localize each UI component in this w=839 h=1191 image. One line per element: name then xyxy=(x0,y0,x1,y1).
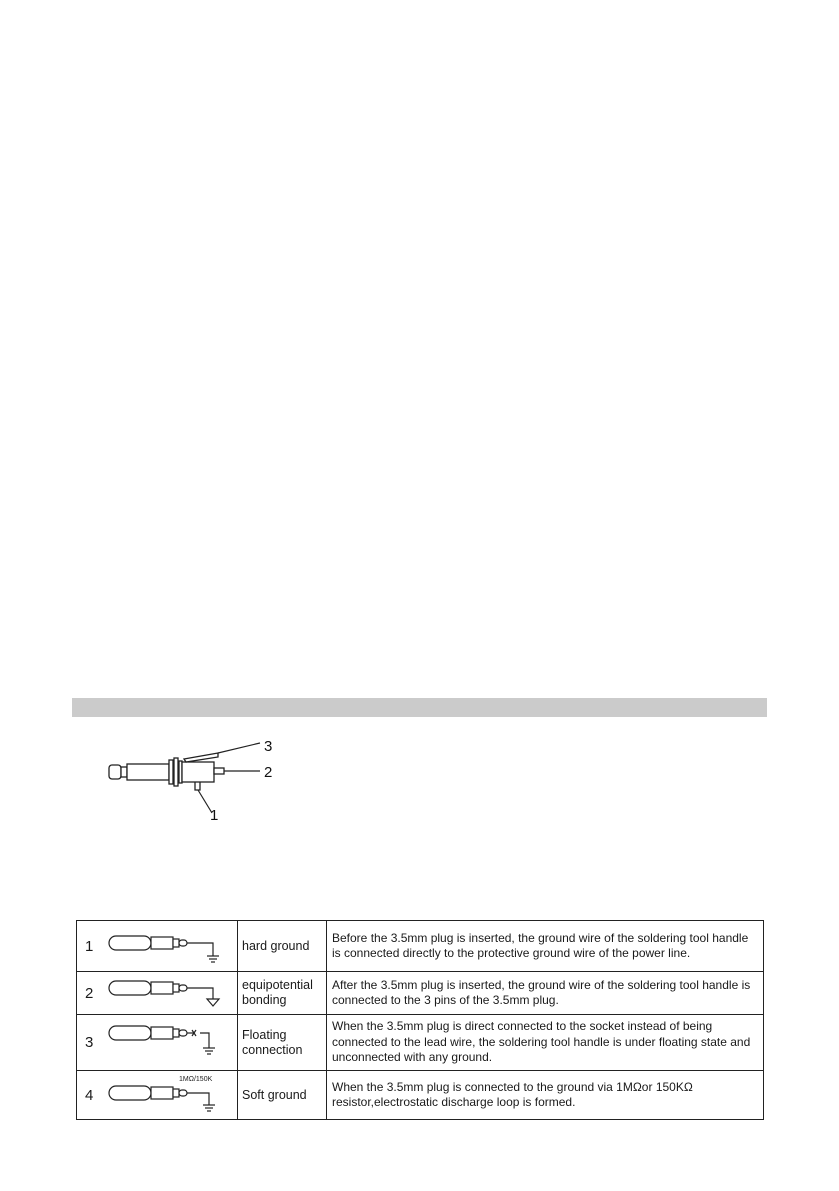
resistor-label: 1MΩ/150K xyxy=(178,1075,212,1083)
row-number: 3 xyxy=(77,1015,101,1071)
mode-name: Soft ground xyxy=(238,1071,327,1120)
section-header-bar xyxy=(72,698,767,717)
jack-socket-illustration xyxy=(100,735,290,830)
equipotential-bonding-diagram xyxy=(101,972,238,1015)
row-number: 2 xyxy=(77,972,101,1015)
callout-label-3: 3 xyxy=(264,738,273,755)
mode-name: Floating connection xyxy=(238,1015,327,1071)
callout-label-2: 2 xyxy=(264,764,273,781)
table-row xyxy=(77,972,764,1015)
row-number: 4 xyxy=(77,1071,101,1120)
callout-label-1: 1 xyxy=(210,807,219,824)
soft-ground-diagram xyxy=(101,1071,238,1120)
row-number: 1 xyxy=(77,921,101,972)
mode-description: When the 3.5mm plug is connected to the ground via 1MΩor 150KΩ resistor,electrostatic discharge loop is formed. xyxy=(327,1071,764,1120)
mode-description: After the 3.5mm plug is inserted, the ground wire of the soldering tool handle is connected to the 3 pins of the 3.5mm plug. xyxy=(327,972,764,1015)
table-row xyxy=(77,921,764,972)
mode-name: equipotential bonding xyxy=(238,972,327,1015)
mode-description: When the 3.5mm plug is direct connected to the socket instead of being connected to the lead wire, the soldering tool handle is under floating state and unconnected with any ground. xyxy=(327,1015,764,1071)
mode-name: hard ground xyxy=(238,921,327,972)
mode-description: Before the 3.5mm plug is inserted, the ground wire of the soldering tool handle is connected directly to the protective ground wire of the power line. xyxy=(327,921,764,972)
table-row xyxy=(77,1015,764,1071)
floating-connection-diagram xyxy=(101,1015,238,1071)
hard-ground-diagram xyxy=(101,921,238,972)
grounding-modes-table xyxy=(76,920,764,1120)
leader-line-3 xyxy=(218,743,260,753)
table-row xyxy=(77,1071,764,1120)
